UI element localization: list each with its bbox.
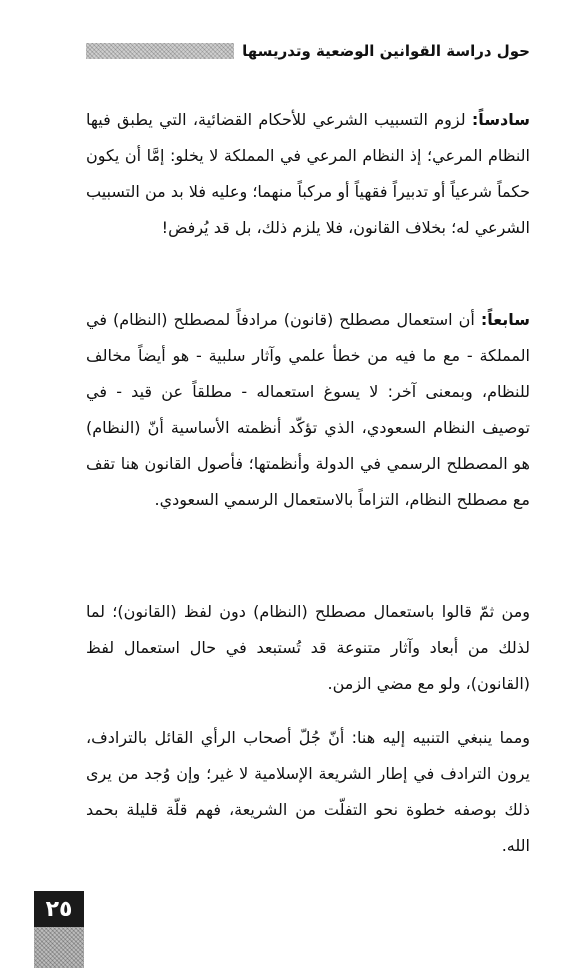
paragraph-seventh-lead: سابعاً: (480, 310, 530, 329)
page-number: ٢٥ (34, 891, 84, 927)
paragraph-seventh (86, 302, 530, 518)
page-number-decorative-band (34, 927, 84, 968)
paragraph-sixth-text: لزوم التسبيب الشرعي للأحكام القضائية، التي يطبق فيها النظام المرعي؛ إذ النظام المرعي في المملكة لا يخلو: إمَّا أن يكون حكماً شرعياً أو تدبيراً فقهياً أو مركباً منهما؛ وعليه فلا بد من التسبيب الشرعي له؛ بخلاف القانون، فلا يلزم ذلك، بل قد يُرفض! (86, 110, 530, 237)
header-decorative-band (86, 43, 234, 59)
paragraph-sixth-lead: سادساً: (471, 110, 530, 129)
running-header-title: حول دراسة القوانين الوضعية وتدريسها (242, 42, 530, 60)
paragraph-sixth (86, 102, 530, 246)
running-header (86, 36, 530, 66)
paragraph-synonymy-note: ومما ينبغي التنبيه إليه هنا: أنّ جُلّ أصحاب الرأي القائل بالترادف، يرون الترادف في إطار الشريعة الإسلامية لا غير؛ وإن وُجد من يرى ذلك بوصفه خطوة نحو التفلّت من الشريعة، فهم قلّة قليلة بحمد الله. (86, 728, 530, 855)
paragraph-seventh-text: أن استعمال مصطلح (قانون) مرادفاً لمصطلح (النظام) في المملكة - مع ما فيه من خطأ علمي وآثار سلبية - هو أيضاً مخالف للنظام، وبمعنى آخر: لا يسوغ استعماله - مطلقاً عن قيد - في توصيف النظام السعودي، الذي تؤكّد أنظمته الأساسية أنّ (النظام) هو المصطلح الرسمي في الدولة وأنظمتها؛ فأصول القانون هنا تقف مع مصطلح النظام، التزاماً بالاستعمال الرسمي السعودي. (86, 310, 530, 509)
paragraph-terminology: ومن ثمّ قالوا باستعمال مصطلح (النظام) دون لفظ (القانون)؛ لما لذلك من أبعاد وآثار متنوعة قد تُستبعد في حال استعمال لفظ (القانون)، ولو مع مضي الزمن. (86, 602, 530, 693)
